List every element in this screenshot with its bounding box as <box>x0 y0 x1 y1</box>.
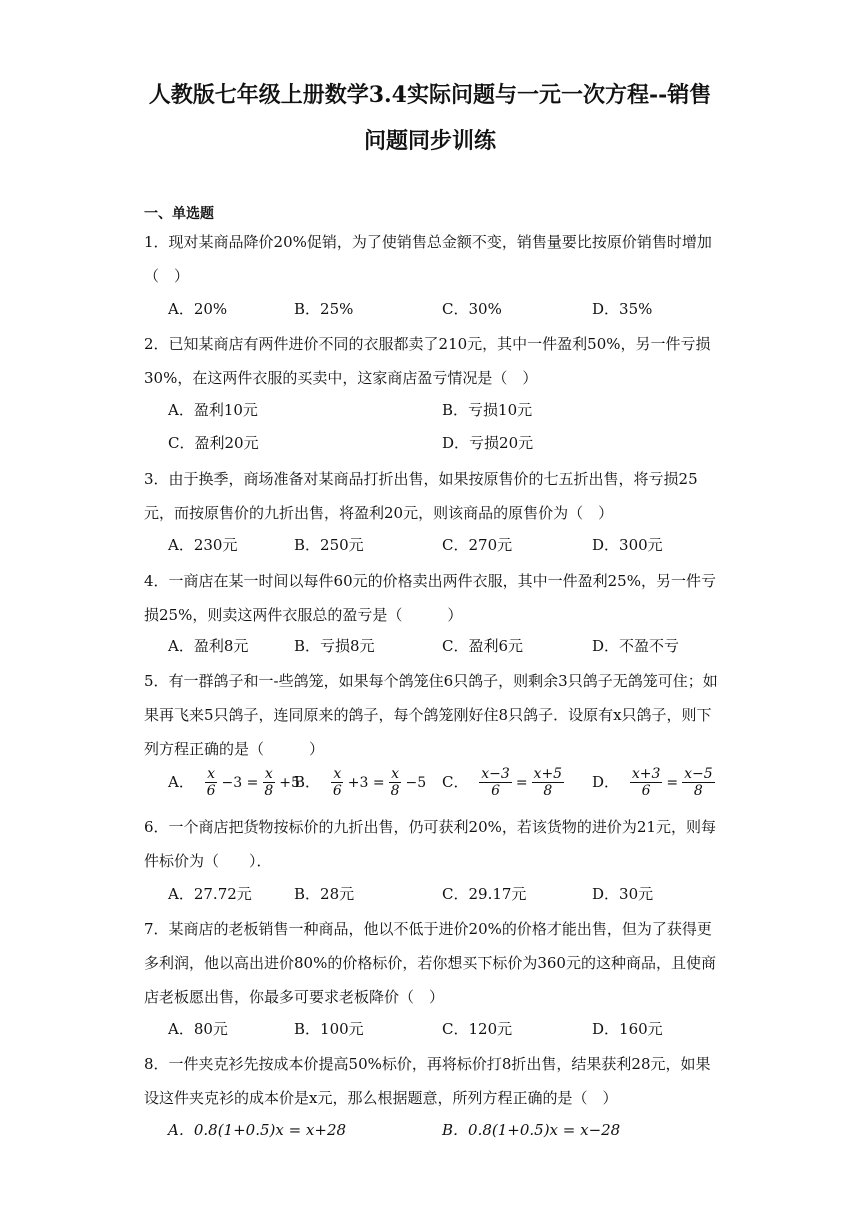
option-b[interactable]: B．0.8(1+0.5)x = x−28 <box>442 1121 621 1139</box>
option-c[interactable]: C．盈利6元 <box>442 637 524 655</box>
question-5: 5．有一群鸽子和一-些鸽笼，如果每个鸽笼住6只鸽子，则剩余3只鸽子无鸽笼可住；如果再飞来5只鸽子，连同原来的鸽子，每个鸽笼刚好住8只鸽子．设原有x只鸽子，则下列方程正确的是（ ） <box>144 672 718 758</box>
option-b[interactable] <box>294 766 428 799</box>
question-6: 6．一个商店把货物按标价的九折出售，仍可获利20%，若该货物的进价为21元，则每件标价为（ ）． <box>144 818 716 870</box>
options-2a <box>168 399 728 425</box>
option-a[interactable]: A．230元 <box>168 536 238 554</box>
options-8 <box>168 1119 728 1145</box>
option-a[interactable]: A．0.8(1+0.5)x = x+28 <box>168 1121 347 1139</box>
option-a[interactable]: A．20% <box>168 300 228 318</box>
option-b[interactable]: B．亏损10元 <box>442 401 533 419</box>
operator: +5 <box>279 774 300 791</box>
option-c[interactable]: C．120元 <box>442 1020 513 1038</box>
numerator: x <box>333 766 342 782</box>
question-1: 1．现对某商品降价20%促销，为了使销售总金额不变，销售量要比按原价销售时增加（ ） <box>144 233 712 285</box>
option-c[interactable]: C．30% <box>442 300 502 318</box>
option-d[interactable] <box>592 766 717 799</box>
numerator: x <box>207 766 216 782</box>
option-a[interactable]: A．盈利8元 <box>168 637 249 655</box>
options-1 <box>168 298 728 324</box>
option-d[interactable]: D．35% <box>592 300 653 318</box>
question-4: 4．一商店在某一时间以每件60元的价格卖出两件衣服，其中一件盈利25%，另一件亏损25%，则卖这两件衣服总的盈亏是（ ） <box>144 572 716 624</box>
title-line-1: 人教版七年级上册数学3.4实际问题与一元一次方程--销售 <box>148 82 712 108</box>
section-heading: 一、单选题 <box>144 206 214 222</box>
numerator: x−3 <box>481 766 510 782</box>
options-7 <box>168 1018 728 1044</box>
option-letter: D． <box>592 772 620 791</box>
option-letter: A． <box>168 772 194 791</box>
option-d[interactable]: D．亏损20元 <box>442 434 534 452</box>
option-b[interactable]: B．100元 <box>294 1020 364 1038</box>
option-b[interactable]: B．28元 <box>294 885 355 903</box>
option-a[interactable]: A．27.72元 <box>168 885 252 903</box>
question-2: 2．已知某商店有两件进价不同的衣服都卖了210元，其中一件盈利50%，另一件亏损30%，在这两件衣服的买卖中，这家商店盈亏情况是（ ） <box>144 335 711 387</box>
document-title <box>120 72 740 164</box>
numerator: x−5 <box>684 766 713 782</box>
question-3: 3．由于换季，商场准备对某商品打折出售，如果按原售价的七五折出售，将亏损25元，而按原售价的九折出售，将盈利20元，则该商品的原售价为（ ） <box>144 470 698 522</box>
operator: +3 = <box>347 774 385 791</box>
question-8: 8．一件夹克衫先按成本价提高50%标价，再将标价打8折出售，结果获利28元，如果设这件夹克衫的成本价是x元，那么根据题意，所列方程正确的是（ ） <box>144 1055 711 1107</box>
denominator: 6 <box>641 783 651 799</box>
title-line-2: 问题同步训练 <box>363 128 496 154</box>
numerator: x <box>391 766 399 782</box>
question-7: 7．某商店的老板销售一种商品，他以不低于进价20%的价格才能出售，但为了获得更多利润，他以高出进价80%的价格标价，若你想买下标价为360元的这种商品，且使商店老板愿出售，你最多可要求老板降价（ ） <box>144 920 716 1006</box>
numerator: x <box>264 766 273 782</box>
equation-d <box>628 766 717 799</box>
denominator: 6 <box>332 783 342 799</box>
operator: −5 <box>405 774 427 791</box>
option-a[interactable] <box>168 766 302 799</box>
option-d[interactable]: D．30元 <box>592 885 654 903</box>
denominator: 8 <box>693 783 703 799</box>
option-letter: B． <box>294 772 321 791</box>
denominator: 8 <box>390 783 400 799</box>
options-2b <box>168 432 728 458</box>
option-c[interactable]: C．270元 <box>442 536 513 554</box>
options-6 <box>168 883 728 909</box>
option-c[interactable]: C．29.17元 <box>442 885 527 903</box>
option-a[interactable]: A．80元 <box>168 1020 228 1038</box>
denominator: 8 <box>543 783 553 799</box>
option-letter: C． <box>442 772 469 791</box>
numerator: x+5 <box>533 766 563 782</box>
option-d[interactable]: D．160元 <box>592 1020 663 1038</box>
denominator: 6 <box>206 783 216 799</box>
option-c[interactable] <box>442 766 566 799</box>
equation-c <box>477 766 566 799</box>
denominator: 8 <box>264 783 274 799</box>
denominator: 6 <box>491 783 500 799</box>
options-5 <box>168 766 728 806</box>
operator: = <box>666 774 679 791</box>
option-d[interactable]: D．300元 <box>592 536 663 554</box>
option-a[interactable]: A．盈利10元 <box>168 401 258 419</box>
equation-a <box>203 766 302 799</box>
operator: = <box>515 774 528 791</box>
equation-b <box>329 766 428 799</box>
numerator: x+3 <box>631 766 661 782</box>
option-b[interactable]: B．250元 <box>294 536 364 554</box>
option-b[interactable]: B．亏损8元 <box>294 637 375 655</box>
options-4 <box>168 635 728 661</box>
option-d[interactable]: D．不盈不亏 <box>592 637 680 655</box>
option-c[interactable]: C．盈利20元 <box>168 434 259 452</box>
operator: −3 = <box>221 774 259 791</box>
options-3 <box>168 534 728 560</box>
option-b[interactable]: B．25% <box>294 300 354 318</box>
